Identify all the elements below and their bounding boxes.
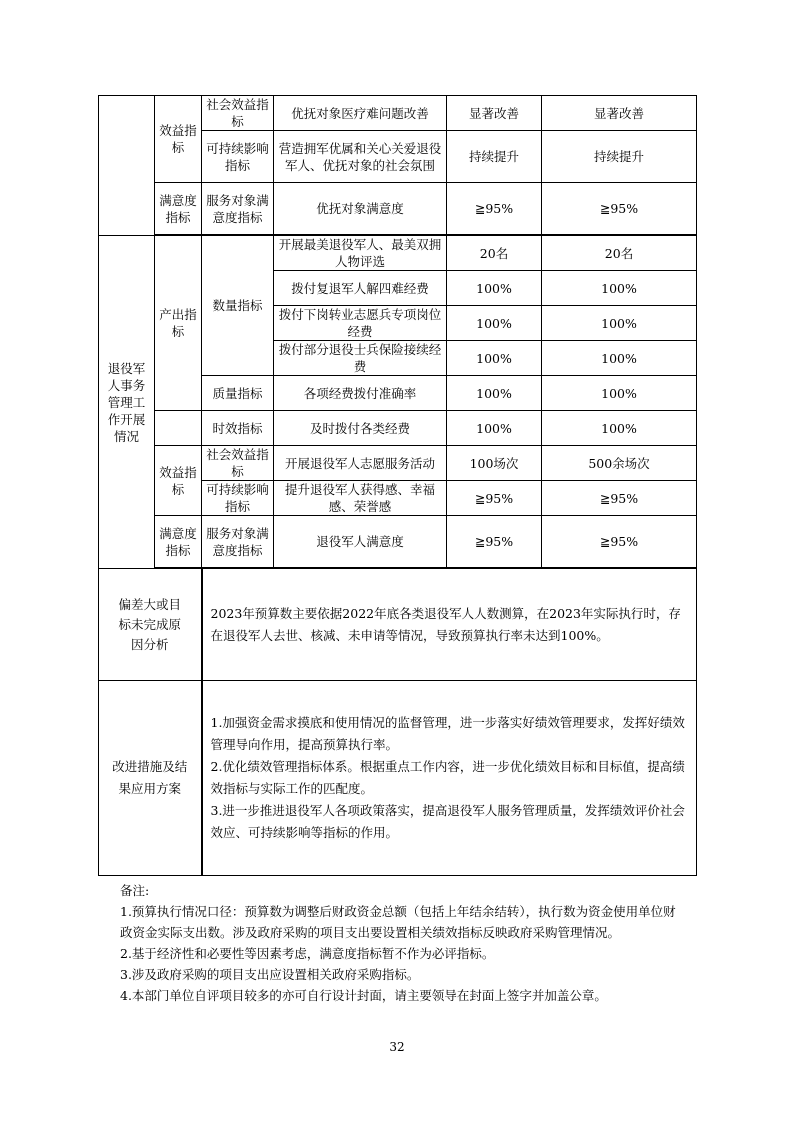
- target-cell: ≧95%: [447, 516, 542, 568]
- target-cell: 100%: [447, 411, 542, 446]
- indicator-cell: 各项经费拨付准确率: [274, 376, 447, 411]
- improvement-item: 3.进一步推进退役军人各项政策落实，提高退役军人服务管理质量，发挥绩效评价社会效应、可持续影响等指标的作用。: [210, 803, 685, 840]
- actual-cell: 100%: [542, 341, 697, 376]
- category-cell: 效益指标: [155, 446, 202, 516]
- table-row: [99, 569, 697, 681]
- table-row: [99, 236, 697, 271]
- target-cell: 100%: [447, 376, 542, 411]
- table-row: [99, 516, 697, 568]
- indicator-cell: 退役军人满意度: [274, 516, 447, 568]
- category-cell: 产出指标: [155, 236, 202, 411]
- target-cell: 20名: [447, 236, 542, 271]
- indicator-cell: 优抚对象医疗难问题改善: [274, 96, 447, 131]
- note-item: 3.涉及政府采购的项目支出应设置相关政府采购指标。: [120, 967, 420, 982]
- project-cell: [99, 96, 155, 236]
- subcategory-cell: 质量指标: [202, 376, 274, 411]
- target-cell: 100%: [447, 306, 542, 341]
- target-cell: ≧95%: [447, 183, 542, 235]
- actual-cell: 20名: [542, 236, 697, 271]
- target-cell: 100%: [447, 341, 542, 376]
- target-cell: 持续提升: [447, 131, 542, 183]
- deviation-label: 偏差大或目标未完成原因分析: [99, 569, 202, 681]
- subcategory-cell: 社会效益指标: [202, 96, 274, 131]
- notes: [120, 880, 680, 1006]
- note-item: 1.预算执行情况口径：预算数为调整后财政资金总额（包括上年结余结转），执行数为资金使用单位财政资金实际支出数。涉及政府采购的项目支出要设置相关绩效指标反映政府采购管理情况。: [120, 904, 676, 940]
- improvement-label: 改进措施及结果应用方案: [99, 681, 202, 876]
- actual-cell: 100%: [542, 306, 697, 341]
- performance-table: [98, 95, 697, 876]
- actual-cell: 持续提升: [542, 131, 697, 183]
- subcategory-cell: 时效指标: [202, 411, 274, 446]
- deviation-text: 2023年预算数主要依据2022年底各类退役军人人数测算，在2023年实际执行时，存在退役军人去世、核减、未申请等情况，导致预算执行率未达到100%。: [202, 569, 697, 681]
- subcategory-cell: 服务对象满意度指标: [202, 516, 274, 568]
- target-cell: 100场次: [447, 446, 542, 481]
- indicator-cell: 营造拥军优属和关心关爱退役军人、优抚对象的社会氛围: [274, 131, 447, 183]
- table-row: [99, 183, 697, 235]
- improvement-item: 2.优化绩效管理指标体系。根据重点工作内容，进一步优化绩效目标和目标值，提高绩效指标与实际工作的匹配度。: [210, 759, 685, 796]
- subcategory-cell: 数量指标: [202, 236, 274, 376]
- table-row: [99, 681, 697, 876]
- actual-cell: 100%: [542, 376, 697, 411]
- actual-cell: 显著改善: [542, 96, 697, 131]
- indicator-cell: 拨付复退军人解四难经费: [274, 271, 447, 306]
- target-cell: 100%: [447, 271, 542, 306]
- actual-cell: ≧95%: [542, 516, 697, 568]
- notes-title: 备注:: [120, 883, 150, 898]
- table-row: [99, 446, 697, 481]
- category-cell: 效益指标: [155, 96, 202, 183]
- subcategory-cell: 服务对象满意度指标: [202, 183, 274, 235]
- table-row: [99, 96, 697, 131]
- note-item: 2.基于经济性和必要性等因素考虑，满意度指标暂不作为必评指标。: [120, 946, 495, 961]
- indicator-cell: 开展最美退役军人、最美双拥人物评选: [274, 236, 447, 271]
- subcategory-cell: 可持续影响指标: [202, 481, 274, 516]
- category-cell: 满意度指标: [155, 183, 202, 235]
- note-item: 4.本部门单位自评项目较多的亦可自行设计封面，请主要领导在封面上签字并加盖公章。: [120, 988, 607, 1003]
- indicator-cell: 拨付部分退役士兵保险接续经费: [274, 341, 447, 376]
- category-cell: 满意度指标: [155, 516, 202, 568]
- indicator-cell: 拨付下岗转业志愿兵专项岗位经费: [274, 306, 447, 341]
- actual-cell: 100%: [542, 411, 697, 446]
- indicator-cell: 优抚对象满意度: [274, 183, 447, 235]
- table-row: [99, 411, 697, 446]
- target-cell: ≧95%: [447, 481, 542, 516]
- subcategory-cell: 可持续影响指标: [202, 131, 274, 183]
- actual-cell: ≧95%: [542, 481, 697, 516]
- improvement-text: [202, 681, 697, 876]
- indicator-cell: 提升退役军人获得感、幸福感、荣誉感: [274, 481, 447, 516]
- actual-cell: 100%: [542, 271, 697, 306]
- project-cell: 退役军人事务管理工作开展情况: [99, 236, 155, 569]
- target-cell: 显著改善: [447, 96, 542, 131]
- page-number: 32: [389, 1040, 405, 1054]
- indicator-cell: 开展退役军人志愿服务活动: [274, 446, 447, 481]
- subcategory-cell: 社会效益指标: [202, 446, 274, 481]
- actual-cell: ≧95%: [542, 183, 697, 235]
- category-cell: [155, 411, 202, 446]
- improvement-item: 1.加强资金需求摸底和使用情况的监督管理，进一步落实好绩效管理要求，发挥好绩效管理导向作用，提高预算执行率。: [210, 715, 685, 752]
- actual-cell: 500余场次: [542, 446, 697, 481]
- indicator-cell: 及时拨付各类经费: [274, 411, 447, 446]
